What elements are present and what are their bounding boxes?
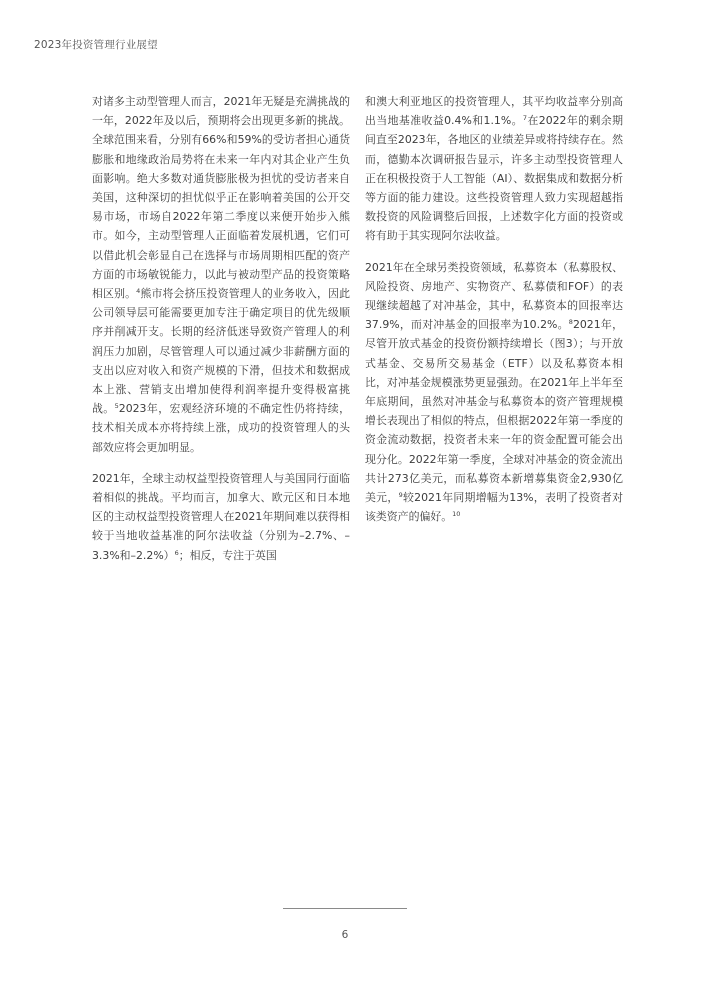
paragraph-text: 2023年，宏观经济环境的不确定性仍将持续，技术相关成本亦将持续上涨，成功的投资管理人的头部效应将会更加明显。 xyxy=(92,402,350,454)
page-number: 6 xyxy=(341,929,349,941)
paragraph-text: 熊市将会挤压投资管理人的业务收入，因此公司领导层可能需要更加专注于确定项目的优先级顺序并削减开支。长期的经济低迷导致资产管理人的利润压力加剧，尽管管理人可以通过减少非薪酬方面的支出以应对收入和资产规模的下滑，但技术和数据成本上涨、营销支出增加使得利润率提升变得极富挑战。 xyxy=(92,287,350,416)
left-column xyxy=(92,92,350,577)
footer-divider xyxy=(283,908,407,909)
footnote-ref[interactable]: 6 xyxy=(174,548,179,557)
footnote-ref[interactable]: 9 xyxy=(398,491,403,500)
paragraph-text: 2021年，全球主动权益型投资管理人与美国同行面临着相似的挑战。平均而言，加拿大、欧元区和日本地区的主动权益型投资管理人在2021年期间难以获得相较于当地收益基准的阿尔法收益（分别为–2.7%、–3.3%和–2.2%） xyxy=(92,471,350,562)
paragraph-alternative-investments xyxy=(365,258,623,527)
paragraph-text: 在2022年的剩余期间直至2023年，各地区的业绩差异或将持续存在。然而，德勤本次调研报告显示，许多主动型投资管理人正在积极投资于人工智能（AI）、数据集成和数据分析等方面的能力建设。这些投资管理人致力实现超越指数投资的风险调整后回报，上述数字化方面的投资或将有助于其实现阿尔法收益。 xyxy=(365,114,623,243)
paragraph-text: 和澳大利亚地区的投资管理人，其平均收益率分别高出当地基准收益0.4%和1.1%。 xyxy=(365,95,623,128)
paragraph-text: 对诸多主动型管理人而言，2021年无疑是充满挑战的一年，2022年及以后，预期将会出现更多新的挑战。全球范围来看，分别有66%和59%的受访者担心通货膨胀和地缘政治局势将在未来一年内对其企业产生负面影响。绝大多数对通货膨胀极为担忧的受访者来自美国，这种深切的担忧似乎正在影响着美国的公开交易市场，市场自2022年第二季度以来便开始步入熊市。如今，主动型管理人正面临着发展机遇，它们可以借此机会彰显自己在选择与市场周期相匹配的资产方面的市场敏锐能力，以此与被动型产品的投资策略相区别。 xyxy=(92,95,350,301)
paragraph-text: ；相反，专注于英国 xyxy=(178,548,277,562)
paragraph-inflation-challenges xyxy=(92,92,350,457)
footnote-ref[interactable]: 10 xyxy=(452,510,461,519)
paragraph-global-active-equity xyxy=(92,469,350,565)
footnote-ref[interactable]: 4 xyxy=(136,287,141,296)
paragraph-text: 2021年在全球另类投资领域，私募资本（私募股权、风险投资、房地产、实物资产、私募债和FOF）的表现继续超越了对冲基金，其中，私募资本的回报率达37.9%，而对冲基金的回报率为10.2%。 xyxy=(365,260,623,332)
paragraph-text: 较2021年同期增幅为13%，表明了投资者对该类资产的偏好。 xyxy=(365,491,623,524)
running-header: 2023年投资管理行业展望 xyxy=(34,39,158,51)
paragraph-text: 2021年，尽管开放式基金的投资份额持续增长（图3）；与开放式基金、交易所交易基金（ETF）以及私募资本相比，对冲基金规模涨势更显强劲。在2021年上半年至年底期间，虽然对冲基金与私募资本的资产管理规模增长表现出了相似的特点，但根据2022年第一季度的资金流动数据，投资者未来一年的资金配置可能会出现分化。2022年第一季度，全球对冲基金的资金流出共计273亿美元，而私募资本新增募集资金2,930亿美元， xyxy=(365,318,623,505)
footnote-ref[interactable]: 8 xyxy=(568,318,573,327)
footnote-ref[interactable]: 7 xyxy=(522,114,528,123)
footnote-ref[interactable]: 5 xyxy=(114,402,119,411)
right-column xyxy=(365,92,623,538)
paragraph-uk-australia-returns xyxy=(365,92,623,246)
